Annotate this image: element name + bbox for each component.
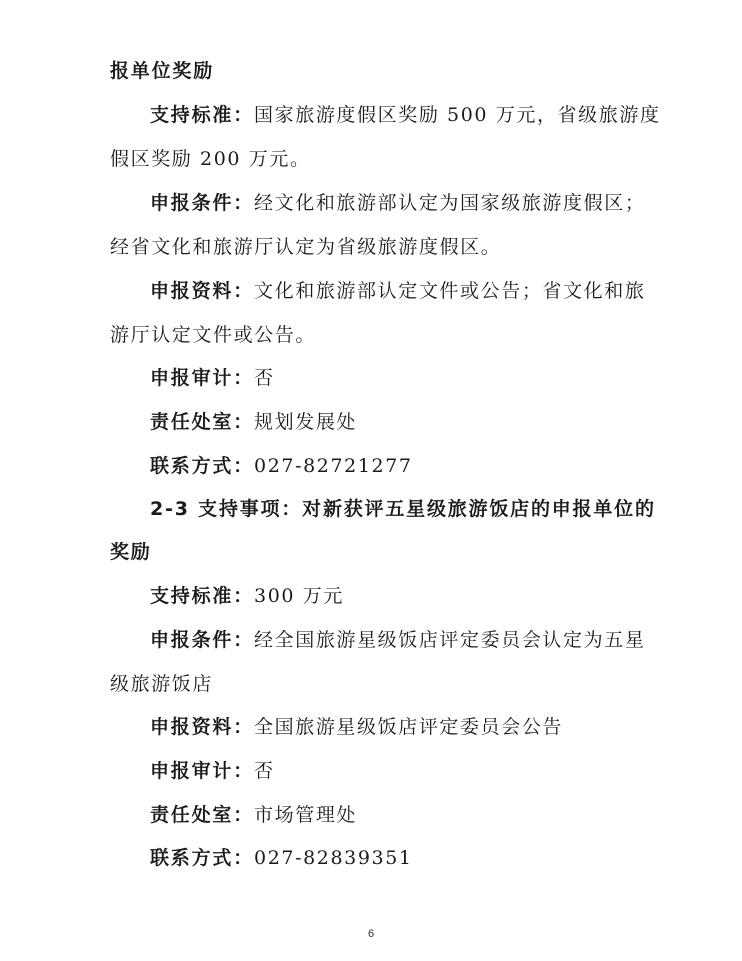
application-conditions-row — [150, 191, 645, 215]
support-standard-row — [150, 584, 344, 608]
field-value: 经全国旅游星级饭店评定委员会认定为五星 — [254, 629, 646, 651]
application-conditions-continuation: 级旅游饭店 — [110, 673, 214, 695]
responsible-office-row — [150, 410, 357, 434]
section-heading: 2-3 支持事项：对新获评五星级旅游饭店的申报单位的 — [150, 498, 656, 520]
field-label: 申报资料： — [150, 716, 255, 738]
field-value: 国家旅游度假区奖励 500 万元，省级旅游度 — [254, 104, 661, 126]
field-label: 支持标准： — [150, 585, 255, 607]
application-materials-row — [150, 279, 645, 303]
application-materials-row — [150, 715, 563, 739]
field-label: 申报资料： — [150, 280, 255, 302]
section-heading-continuation: 报单位奖励 — [110, 60, 215, 82]
support-standard-row — [150, 103, 661, 127]
field-value: 027-82721277 — [254, 455, 413, 477]
field-label: 联系方式： — [150, 455, 255, 477]
field-label: 申报条件： — [150, 629, 255, 651]
field-value: 文化和旅游部认定文件或公告；省文化和旅 — [254, 280, 646, 302]
field-label: 责任处室： — [150, 804, 255, 826]
field-value: 300 万元 — [254, 585, 344, 607]
section-heading-continuation: 奖励 — [110, 541, 152, 563]
responsible-office-row — [150, 803, 357, 827]
field-label: 联系方式： — [150, 847, 255, 869]
application-conditions-row — [150, 628, 645, 652]
field-value: 市场管理处 — [254, 804, 358, 826]
field-label: 责任处室： — [150, 411, 255, 433]
application-conditions-continuation: 经省文化和旅游厅认定为省级旅游度假区。 — [110, 236, 502, 258]
field-value: 027-82839351 — [254, 847, 413, 869]
application-audit-row — [150, 759, 275, 783]
contact-row — [150, 454, 413, 478]
application-audit-row — [150, 366, 275, 390]
field-label: 申报条件： — [150, 192, 255, 214]
contact-row — [150, 846, 413, 870]
support-standard-continuation: 假区奖励 200 万元。 — [110, 148, 311, 170]
application-materials-continuation: 游厅认定文件或公告。 — [110, 324, 317, 346]
field-label: 支持标准： — [150, 104, 255, 126]
field-value: 否 — [254, 367, 275, 389]
field-value: 规划发展处 — [254, 411, 358, 433]
field-value: 全国旅游星级饭店评定委员会公告 — [254, 716, 564, 738]
page-number: 6 — [367, 928, 375, 940]
field-value: 经文化和旅游部认定为国家级旅游度假区； — [254, 192, 646, 214]
field-label: 申报审计： — [150, 367, 255, 389]
field-value: 否 — [254, 760, 275, 782]
field-label: 申报审计： — [150, 760, 255, 782]
